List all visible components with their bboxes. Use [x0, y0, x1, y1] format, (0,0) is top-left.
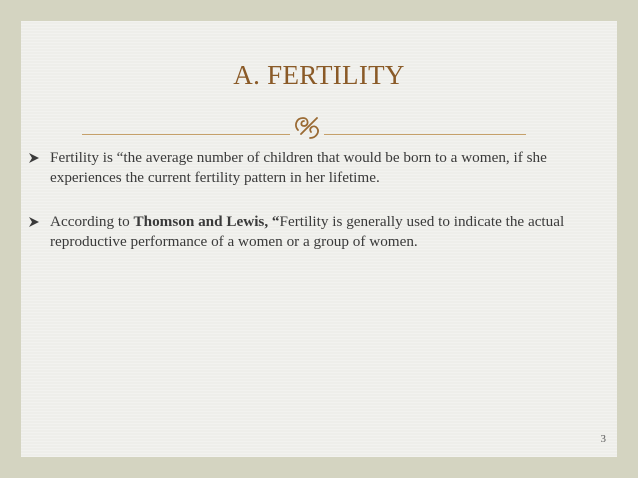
bullet-text-suffix: Fertility is generally used to indicate the actual reproductive performance of a women or a group of women.: [50, 213, 565, 250]
bullet-text: Fertility is “the average number of children that would be born to a women, if she experiences the current fertility pattern in her lifetime.: [50, 149, 547, 186]
arrow-bullet-icon: [28, 148, 40, 168]
title-divider-right: [324, 134, 526, 135]
title-divider-left: [82, 134, 290, 135]
page-number: 3: [600, 433, 606, 445]
arrow-bullet-icon: [28, 212, 40, 232]
bullet-item: [22, 148, 622, 188]
bullet-item: [22, 212, 622, 252]
ornament-scroll-icon: [290, 110, 324, 142]
slide-title: A. FERTILITY: [233, 60, 405, 90]
bullet-text-prefix: According to: [50, 213, 134, 230]
bullet-text-bold: Thomson and Lewis, “: [133, 213, 280, 230]
bullet-list: [22, 148, 622, 276]
